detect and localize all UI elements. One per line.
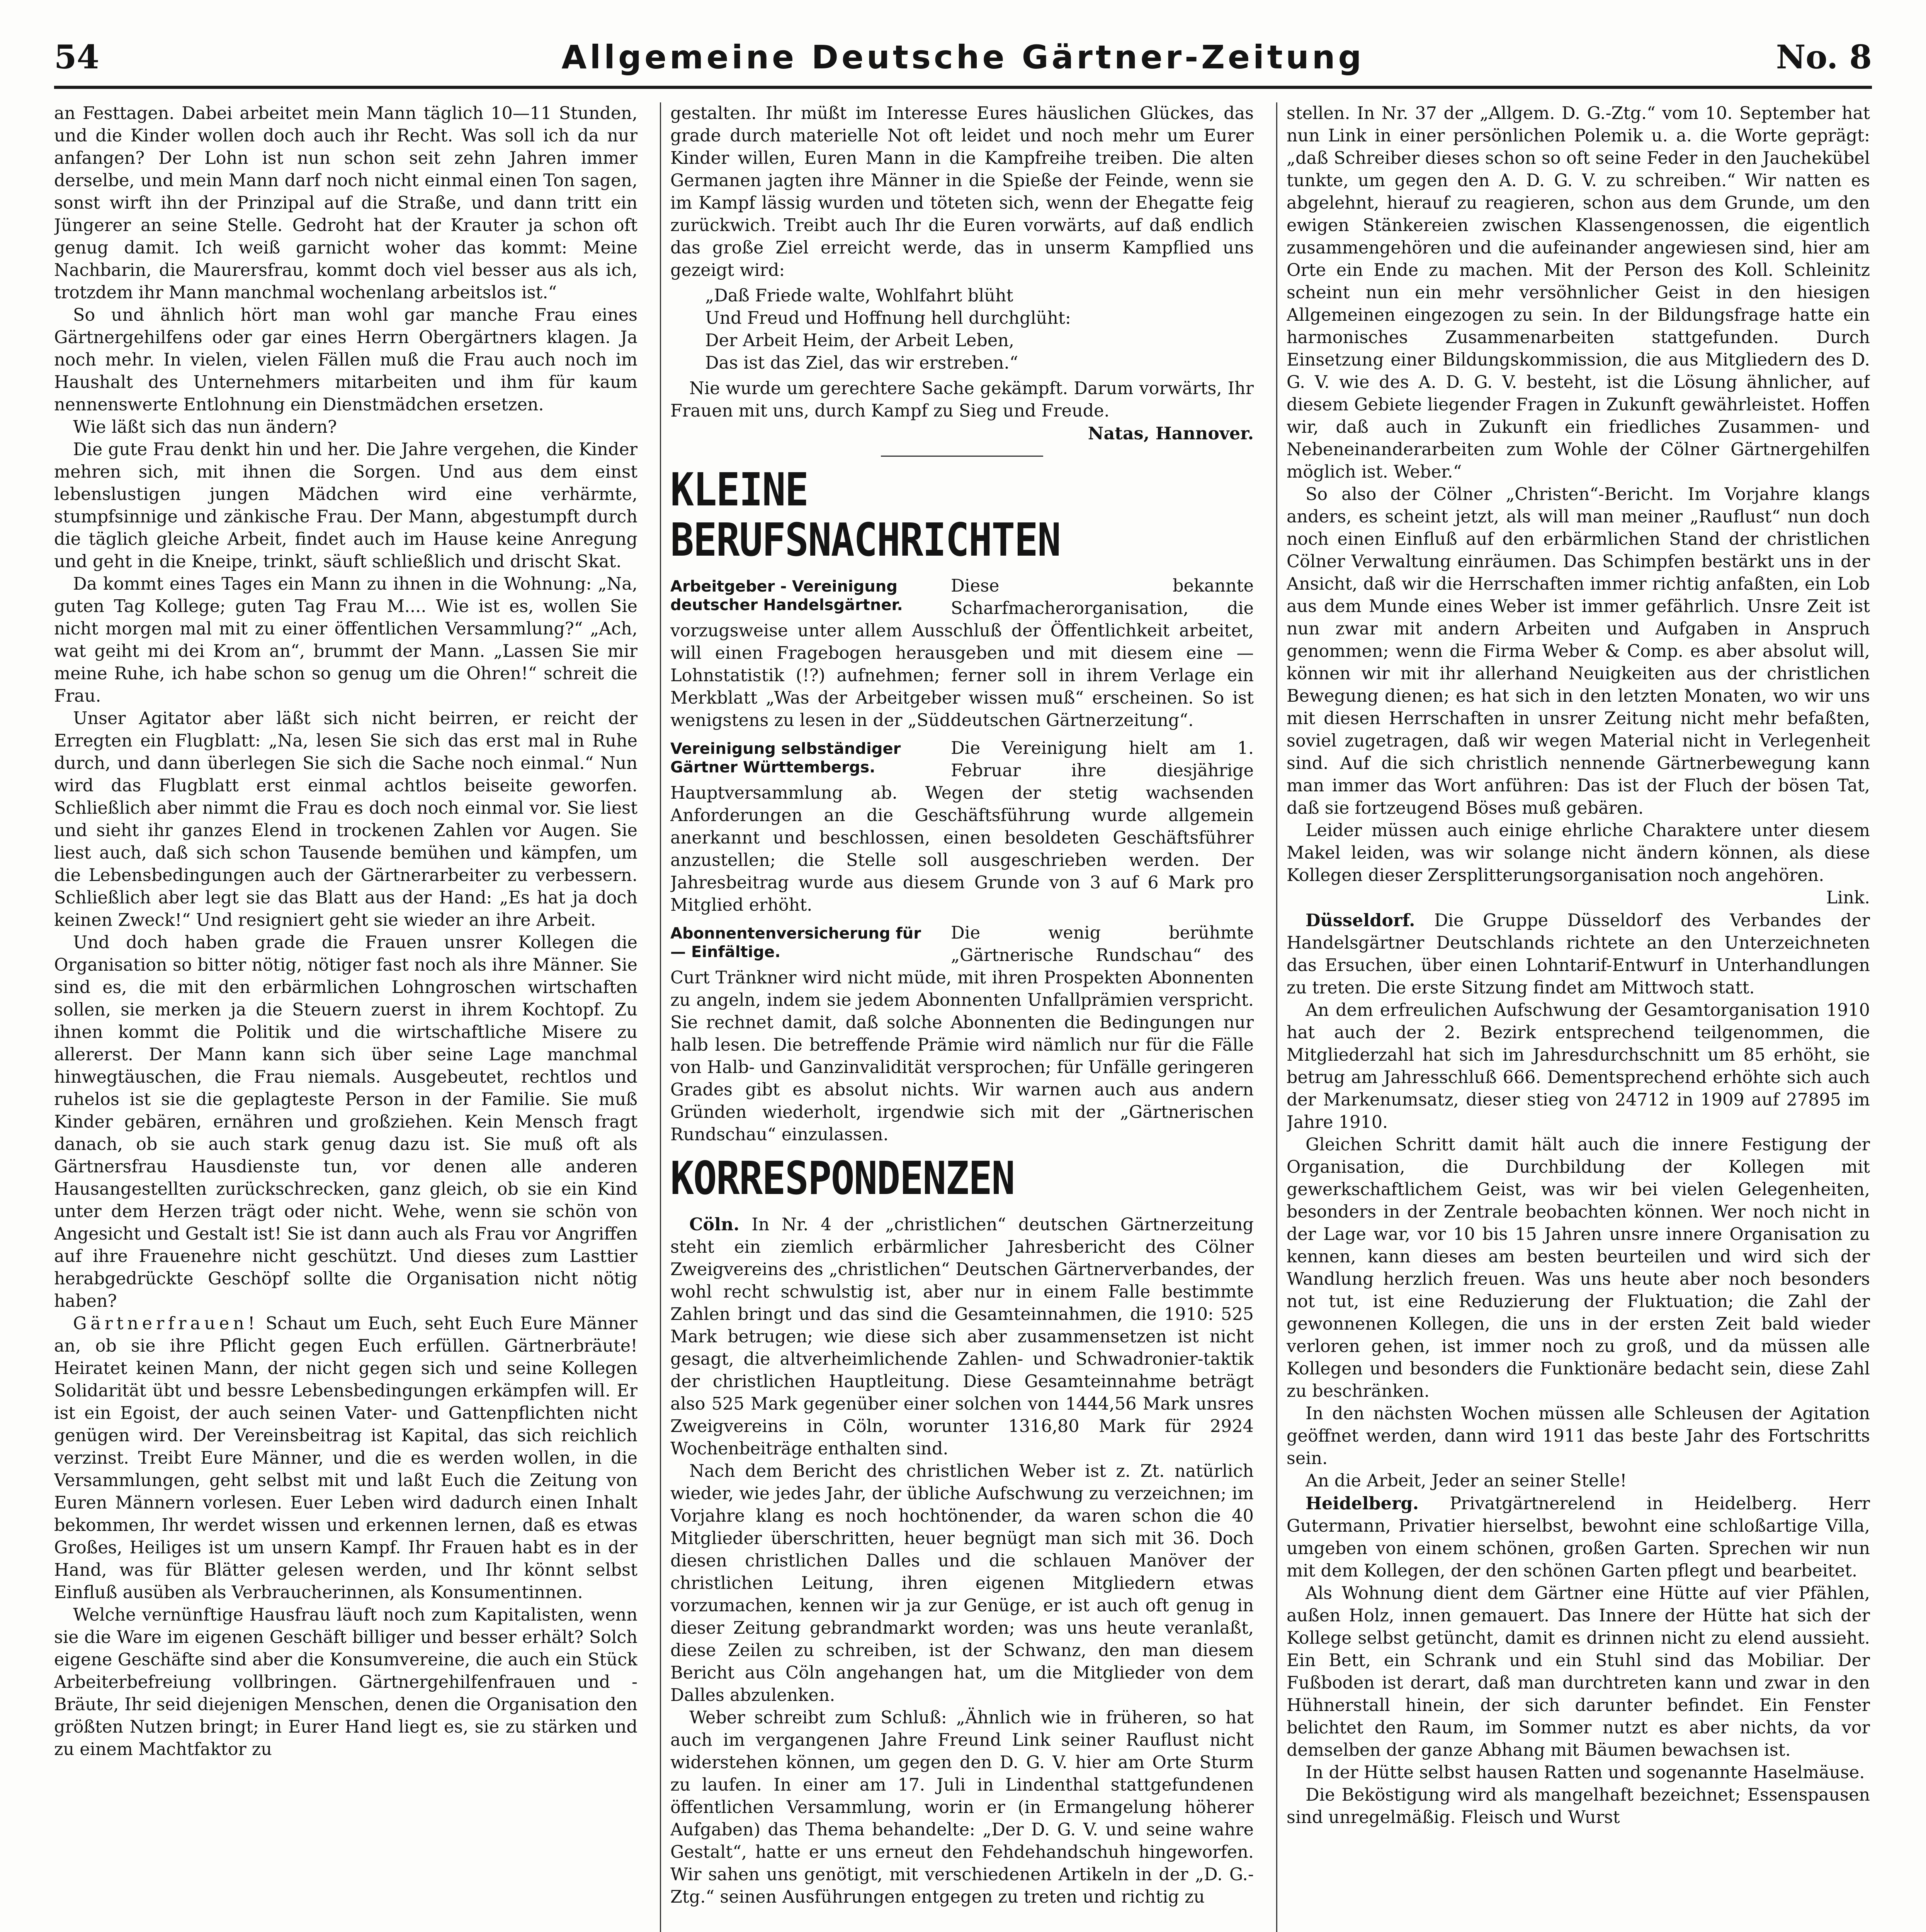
- news-item-text: Die wenig berühmte „Gärtnerische Rundschau“ des Curt Tränkner wird nicht müde, mit ihren Prospekten Abonnenten zu angeln, indem sie jedem Abonnenten Unfallprämien verspricht. Sie rechnet damit, daß solche Abonnenten die Bedingungen nur halb lesen. Die betreffende Prämie wird nämlich nur für die Fälle von Halb- und Ganzinvalidität versprochen; für Unfälle geringeren Grades gibt es absolut nichts. Wir warnen auch aus andern Gründen wiederholt, irgendwie sich mit der „Gärtnerischen Rundschau“ einzulassen.: [670, 923, 1254, 1145]
- news-item-title: Arbeitgeber - Vereinigung deutscher Handelsgärtner.: [670, 578, 903, 614]
- verse-quote: [705, 285, 1254, 374]
- section-heading: [670, 464, 1172, 565]
- section-heading: KORRESPONDENZEN: [670, 1151, 1015, 1205]
- paragraph: [54, 1313, 637, 1604]
- place-name: Düsseldorf.: [1305, 910, 1415, 930]
- paragraph: Die gute Frau denkt hin und her. Die Jahre vergehen, die Kinder mehren sich, mit ihnen die Sorgen. Und aus dem einst lebenslustigen jungen Mädchen wird eine verhärmte, stumpfsinnige und zänkische Frau. Der Mann, abgestumpft durch die täglich gleiche Arbeit, findet auch im Hause keine Anregung und geht in die Kneipe, trinkt, säuft schließlich und drischt Skat.: [54, 440, 637, 571]
- paragraph: Weber schreibt zum Schluß: „Ähnlich wie in früheren, so hat auch im vergangenen Jahre Freund Link seiner Rauflust nicht widerstehen können, um gegen den D. G. V. hier am Orte Sturm zu laufen. In einer am 17. Juli in Lindenthal stattgefundenen öffentlichen Versammlung, worin er (in Ermangelung höherer Aufgaben) das Thema behandelte: „Der D. G. V. und seine wahre Gestalt“, hatte er uns erneut den Fehdehandschuh hingeworfen. Wir sahen uns genötigt, mit verschiedenen Artikeln in der „D. G.-Ztg.“ seinen Ausführungen entgegen zu treten und richtig zu: [670, 1708, 1254, 1907]
- verse-line: Und Freud und Hoffnung hell durchglüht:: [705, 308, 1071, 328]
- place-name: Heidelberg.: [1305, 1493, 1419, 1514]
- paragraph: Wie läßt sich das nun ändern?: [73, 417, 337, 437]
- column-3: [1287, 102, 1870, 1932]
- paragraph: Die Beköstigung wird als mangelhaft bezeichnet; Essenspausen sind unregelmäßig. Fleisch und Wurst: [1287, 1785, 1870, 1827]
- paragraph: stellen. In Nr. 37 der „Allgem. D. G.-Ztg.“ vom 10. September hat nun Link in einer persönlichen Polemik u. a. die Worte geprägt: „daß Schreiber dieses schon so oft seine Feder in den Jauchekübel tunkte, um gegen den A. D. G. V. zu schreiben.“ Wir natten es abgelehnt, hierauf zu reagieren, schon aus dem Grunde, um den ewigen Stänkereien zwischen Klassengenossen, die eigentlich zusammengehören und die aufeinander angewiesen sind, hier am Orte ein Ende zu machen. Mit der Person des Koll. Schleinitz scheint nun ein mehr versöhnlicher Geist in den hiesigen Allgemeinen eingezogen zu sein. In der Bildungsfrage hatte ein harmonisches Zusammenarbeiten stattgefunden. Durch Einsetzung einer Bildungskommission, die aus Mitgliedern des D. G. V. wie des A. D. G. V. besteht, ist die Lösung ähnlicher, auf diesem Gebiete liegender Fragen in Zukunft gewährleistet. Hoffen wir, daß auch in Zukunft ein friedliches Zusammen- und Nebeneinanderarbeiten zum Wohle der Cölner Gärtnergehilfen möglich ist. Weber.“: [1287, 104, 1870, 482]
- news-item: [670, 575, 1254, 732]
- paragraph: Gleichen Schritt damit hält auch die innere Festigung der Organisation, die Durchbildung der Kollegen mit gewerkschaftlichem Geist, was wir bei vielen Gelegenheiten, besonders in der Zentrale beobachten können. Wer noch nicht in der Lage war, vor 10 bis 15 Jahren unsre innere Organisation zu kennen, kann dieses am besten beurteilen und wird sich der Wandlung herzlich freuen. Was uns heute aber noch besonders not tut, ist eine Reduzierung der Fluktuation; die Zahl der gewonnenen Kollegen, die uns in der ersten Zeit bald wieder verloren gehen, ist immer noch zu groß, und da müssen alle Kollegen und besonders die Funktionäre bedacht sein, diese Zahl zu beschränken.: [1287, 1135, 1870, 1401]
- header-rule: [54, 86, 1872, 89]
- column-1: [54, 102, 637, 1932]
- news-item: [670, 737, 1254, 917]
- paragraph: Nach dem Bericht des christlichen Weber ist z. Zt. natürlich wieder, wie jedes Jahr, der übliche Aufschwung zu verzeichnen; im Vorjahre klang es noch hochtönender, da waren schon die 40 Mitglieder überschritten, heuer begnügt man sich mit 36. Doch diesen christlichen Dalles und die schlauen Manöver der christlichen Leitung, ihren eigenen Mitgliedern etwas vorzumachen, kennen wir ja zur Genüge, er ist auch oft genug in dieser Zeitung gebrandmarkt worden; was uns heute veranlaßt, diese Zeilen zu schreiben, ist der Schwanz, den man diesem Bericht aus Cöln angehangen hat, um die Mitglieder von dem Dalles abzulenken.: [670, 1461, 1254, 1705]
- author-signature: Link.: [1826, 888, 1870, 908]
- author-signature: Natas, Hannover.: [1088, 423, 1254, 444]
- paragraph: An dem erfreulichen Aufschwung der Gesamtorganisation 1910 hat auch der 2. Bezirk entsprechend teilgenommen, die Mitgliederzahl hat sich im Jahresdurchschnitt um 85 erhöht, sie betrug am Jahresschluß 666. Dementsprechend erhöhte sich auch der Markenumsatz, dieser stieg von 24712 in 1909 auf 27895 im Jahre 1910.: [1287, 1000, 1870, 1132]
- paragraph: So und ähnlich hört man wohl gar manche Frau eines Gärtnergehilfens oder gar eines Herrn Obergärtners klagen. Ja noch mehr. In vielen, vielen Fällen muß die Frau auch noch im Haushalt des Unternehmers mitarbeiten und ihm für kaum nennenswerte Entlohnung ein Dienstmädchen ersetzen.: [54, 305, 637, 415]
- column-divider: [1276, 102, 1277, 1932]
- paragraph: Welche vernünftige Hausfrau läuft noch zum Kapitalisten, wenn sie die Ware im eigenen Geschäft billiger und besser erhält? Solch eigene Geschäfte sind aber die Konsumvereine, die auch ein Stück Arbeiterbefreiung vollbringen. Gärtnergehilfenfrauen und -Bräute, Ihr seid diejenigen Menschen, denen die Organisation den größten Nutzen bringt; in Eurer Hand liegt es, sie zu stärken und zu einem Machtfaktor zu: [54, 1605, 637, 1759]
- news-item-text: Die Vereinigung hielt am 1. Februar ihre diesjährige Hauptversammlung ab. Wegen der stetig wachsenden Anforderungen an die Geschäftsführung wurde allgemein anerkannt und beschlossen, einen besoldeten Geschäftsführer anzustellen; die Stelle soll ausgeschrieben werden. Der Jahresbeitrag wurde aus diesem Grunde von 3 auf 6 Mark pro Mitglied erhöht.: [670, 738, 1254, 915]
- paragraph: In den nächsten Wochen müssen alle Schleusen der Agitation geöffnet werden, dann wird 1911 das beste Jahr des Fortschritts sein.: [1287, 1404, 1870, 1468]
- place-name: Cöln.: [689, 1214, 739, 1235]
- heading-line: KLEINE: [670, 463, 808, 516]
- paragraph: In der Hütte selbst hausen Ratten und sogenannte Haselmäuse.: [1305, 1763, 1865, 1782]
- paragraph: [1287, 1492, 1870, 1582]
- separator: [881, 456, 1043, 457]
- news-item: [670, 922, 1254, 1146]
- column-divider: [660, 102, 661, 1932]
- paragraph-text: Privatgärtnerelend in Heidelberg. Herr Gutermann, Privatier hierselbst, bewohnt eine schloßartige Villa, umgeben von einem schönen, großen Garten. Sprechen wir nun mit dem Kollegen, der den schönen Garten pflegt und bearbeitet.: [1287, 1494, 1870, 1581]
- news-item-title: Abonnentenversicherung für — Einfältige.: [670, 925, 921, 961]
- verse-line: Das ist das Ziel, das wir erstreben.“: [705, 353, 1018, 373]
- paragraph-text: Schaut um Euch, seht Euch Eure Männer an, ob sie ihre Pflicht gegen Euch erfüllen. Gärtnerbräute! Heiratet keinen Mann, der nicht gegen sich und seine Kollegen Solidarität übt und bessre Lebensbedingungen erkämpfen will. Er ist ein Egoist, der auch seinen Vater- und Gattenpflichten nicht genügen wird. Der Vereinsbeitrag ist Kapital, das sich reichlich verzinst. Treibt Eure Männer, und die es werden wollen, in die Versammlungen, geht selbst mit und laßt Euch die Zeitung von Euren Männern vorlesen. Euer Leben wird dadurch einen Inhalt bekommen, Ihr werdet wissen und erkennen lernen, daß es etwas Großes, Heiliges ist um unsern Kampf. Ihr Frauen habt es in der Hand, was für Blätter gelesen werden, und Ihr könnt selbst Einfluß ausüben als Verbraucherinnen, als Konsumentinnen.: [54, 1314, 637, 1602]
- newspaper-title: Allgemeine Deutsche Gärtner-Zeitung: [561, 38, 1365, 76]
- paragraph: Leider müssen auch einige ehrliche Charaktere unter diesem Makel leiden, was wir solange nicht ändern können, als diese Kollegen dieser Zersplitterungsorganisation noch angehören.: [1287, 821, 1870, 885]
- masthead: [54, 34, 1872, 80]
- news-item-title: Vereinigung selbständiger Gärtner Württembergs.: [670, 740, 901, 776]
- paragraph: [670, 1213, 1254, 1460]
- page-number: 54: [54, 38, 99, 76]
- paragraph: Unser Agitator aber läßt sich nicht beirren, er reicht der Erregten ein Flugblatt: „Na, lesen Sie sich das erst mal in Ruhe durch, und dann überlegen Sie sich die Sache noch einmal.“ Nun wird das Flugblatt erst einmal achtlos beiseite geworfen. Schließlich aber nimmt die Frau es doch noch einmal vor. Sie liest und sieht ihr ganzes Elend in trockenen Zahlen vor Augen. Sie liest auch, daß sich schon Tausende bemühen und kämpfen, um die Lebensbedingungen auch der Gärtnerarbeiter zu verbessern. Schließlich aber legt sie das Blatt aus der Hand: „Es hat ja doch keinen Zweck!“ Und resigniert geht sie wieder an ihre Arbeit.: [54, 709, 637, 930]
- paragraph: [1287, 909, 1870, 999]
- paragraph-text: Die Gruppe Düsseldorf des Verbandes der Handelsgärtner Deutschlands richtete an den Unterzeichneten das Ersuchen, über einen Lohntarif-Entwurf in Unterhandlungen zu treten. Die erste Sitzung findet am Mittwoch statt.: [1287, 911, 1870, 998]
- column-2: [670, 102, 1254, 1932]
- paragraph: Nie wurde um gerechtere Sache gekämpft. Darum vorwärts, Ihr Frauen mit uns, durch Kampf zu Sieg und Freude.: [670, 379, 1254, 421]
- paragraph: Da kommt eines Tages ein Mann zu ihnen in die Wohnung: „Na, guten Tag Kollege; guten Tag Frau M.... Wie ist es, wollen Sie nicht morgen mal mit zu einer öffentlichen Versammlung?“ „Ach, wat geiht mi dei Krom an“, brummt der Mann. „Lassen Sie mir meine Ruhe, ich habe schon so genug um die Ohren!“ schreit die Frau.: [54, 574, 637, 706]
- paragraph-text: In Nr. 4 der „christlichen“ deutschen Gärtnerzeitung steht ein ziemlich erbärmlicher Jahresbericht des Cölner Zweigvereins des „christlichen“ Deutschen Gärtnerverbandes, der wohl recht schwulstig ist, aber nur in einem Falle bestimmte Zahlen bringt und das sind die Gesamteinnahmen, die 1910: 525 Mark betrugen; wie diese sich aber zusammensetzen ist nicht gesagt, die altverheimlichende Zahlen- und Schwadronier-taktik der christlichen Hauptleitung. Diese Gesamteinnahme beträgt also 525 Mark gegenüber einer solchen von 1444,56 Mark unsres Zweigvereins in Cöln, worunter 1316,80 Mark für 2924 Wochenbeiträge enthalten sind.: [670, 1215, 1254, 1459]
- verse-line: Der Arbeit Heim, der Arbeit Leben,: [705, 331, 1015, 350]
- heading-line: BERUFSNACHRICHTEN: [670, 513, 1061, 566]
- news-item-text: Diese bekannte Scharfmacherorganisation, die vorzugsweise unter allem Ausschluß der Öffentlichkeit arbeitet, will einen Fragebogen herausgeben und mit diesem eine — Lohnstatistik (!?) aufnehmen; ferner soll in ihrem Verlage ein Merkblatt „Was der Arbeitgeber wissen muß“ erscheinen. So ist wenigstens zu lesen in der „Süddeutschen Gärtnerzeitung“.: [670, 576, 1254, 730]
- issue-number: No. 8: [1776, 38, 1872, 76]
- paragraph: An die Arbeit, Jeder an seiner Stelle!: [1305, 1471, 1627, 1491]
- paragraph: Und doch haben grade die Frauen unsrer Kollegen die Organisation so bitter nötig, nötiger fast noch als ihre Männer. Sie sind es, die mit den erbärmlichen Lohngroschen wirtschaften sollen, sie merken ja die Steuern zuerst in ihrem Kochtopf. Zu ihnen kommt die Politik und die wirtschaftliche Misere zu allererst. Der Mann kann sich über seine Lage manchmal hinwegtäuschen, die Frau niemals. Ausgebeutet, rechtlos und ruhelos ist sie die geplagteste Person in der Familie. Sie muß Kinder gebären, ernähren und großziehen. Kein Mensch fragt danach, ob sie auch stark genug dazu ist. Sie muß oft als Gärtnersfrau Hausdienste tun, vor denen alle anderen Hausangestellten zurückschrecken, ganz gleich, ob sie ein Kind unter dem Herzen trägt oder nicht. Wehe, wenn sie schön von Angesicht und Gestalt ist! Sie ist dann auch als Frau vor Angriffen auf ihre Frauenehre nicht geschützt. Und dieses zum Lasttier herabgedrückte Geschöpf sollte die Organisation nicht nötig haben?: [54, 933, 637, 1311]
- paragraph: gestalten. Ihr müßt im Interesse Eures häuslichen Glückes, das grade durch materielle Not oft leidet und noch mehr um Eurer Kinder willen, Euren Mann in die Kampfreihe treiben. Die alten Germanen jagten ihre Männer in die Spieße der Feinde, wenn sie im Kampf lässig wurden und töteten sich, wenn der Ehegatte feig zurückwich. Treibt auch Ihr die Euren vorwärts, auf daß endlich das große Ziel erreicht werde, das in unserm Kampflied uns gezeigt wird:: [670, 104, 1254, 280]
- verse-line: „Daß Friede walte, Wohlfahrt blüht: [705, 286, 1013, 306]
- paragraph: Als Wohnung dient dem Gärtner eine Hütte auf vier Pfählen, außen Holz, innen gemauert. Das Innere der Hütte hat sich der Kollege selbst getüncht, damit es drinnen nicht zu elend aussieht. Ein Bett, ein Schrank und ein Stuhl sind das Mobiliar. Der Fußboden ist derart, daß man durchtreten kann und zwar in den Hühnerstall hinein, der sich darunter befindet. Ein Fenster belichtet den Raum, im Sommer nutzt es aber nichts, da vor demselben der ganze Abhang mit Bäumen bewachsen ist.: [1287, 1583, 1870, 1760]
- paragraph: an Festtagen. Dabei arbeitet mein Mann täglich 10—11 Stunden, und die Kinder wollen doch auch ihr Recht. Was soll ich da nur anfangen? Der Lohn ist nun schon seit zehn Jahren immer derselbe, und mein Mann darf noch nicht einmal einen Ton sagen, sonst wirft ihn der Prinzipal auf die Straße, und dann tritt ein Jüngerer an seine Stelle. Gedroht hat der Krauter ja schon oft genug damit. Ich weiß garnicht woher das kommt: Meine Nachbarin, die Maurersfrau, kommt doch viel besser aus als ich, trotzdem ihr Mann manchmal wochenlang arbeitslos ist.“: [54, 104, 637, 303]
- emphasis: Gärtnerfrauen!: [73, 1314, 259, 1333]
- paragraph: So also der Cölner „Christen“-Bericht. Im Vorjahre klangs anders, es scheint jetzt, als will man meiner „Rauflust“ nun doch noch einen Einfluß auf den erbärmlichen Stand der christlichen Cölner Verwaltung einräumen. Das Schimpfen bestärkt uns in der Ansicht, daß wir die Herrschaften immer richtig anfaßten, ein Lob aus dem Munde eines Weber ist immer gefährlich. Unsre Zeit ist nun zwar mit andern Arbeiten und Aufgaben in Anspruch genommen; wenn die Firma Weber & Comp. es aber absolut will, können wir mit ihr allerhand Neuigkeiten aus der christlichen Bewegung dienen; es hat sich in den letzten Monaten, wo wir uns mit diesen Herrschaften in unsrer Zeitung nicht mehr befaßten, soviel zugetragen, daß wir wegen Material nicht in Verlegenheit sind. Auf die sich christlich nennende Gärtnerbewegung kann man immer das Wort anführen: Das ist der Fluch der bösen Tat, daß sie fortzeugend Böses muß gebären.: [1287, 485, 1870, 818]
